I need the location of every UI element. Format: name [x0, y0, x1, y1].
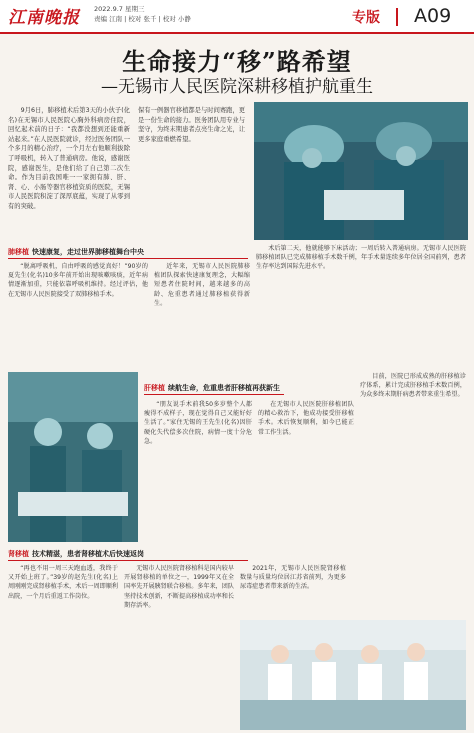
paragraph: 近年来，无锡市人民医院肺移植团队探索快速康复理念，大幅缩短患者住院时间，越来越多的高龄、危重患者通过肺移植获得新生。 [154, 263, 250, 307]
paragraph: “脱离呼吸机，自由呼吸的感觉真好！”90岁的夏先生(化名)10多年前开始出现咳嗽咳痰，近年病情逐渐加重，只能依靠呼吸机维持。经过评估，他在无锡市人民医院接受了双肺移植手术。 [8, 263, 148, 298]
date-line: 2022.9.7 星期三 [94, 5, 145, 13]
section-tag: 肾移植 [8, 550, 29, 558]
section-title: 续航生命，危重患者肝移植再获新生 [168, 384, 280, 392]
liver-column-1 [144, 400, 252, 542]
kidney-column-1 [8, 564, 118, 730]
lung-column-2 [154, 262, 250, 368]
section-tag: 肺移植 [8, 248, 29, 256]
section-title: 技术精湛，患者肾移植术后快速返岗 [32, 550, 144, 558]
page-number: A09 [414, 5, 452, 27]
masthead-divider [396, 8, 398, 26]
paragraph: “朋友说手术前我50多岁整个人都瘦得不成样子，现在觉得自己又能好好生活了。”家住无锡的王先生(化名)因肝硬化失代偿多次住院，病情一度十分危急。 [144, 401, 252, 445]
masthead [0, 0, 474, 34]
lead-paragraph: 9月6日，肺移植术后第3天的小伙子(化名)在无锡市人民医院心胸外科病房住院，回忆起术前的日子：“我都没想到还能重新站起来。”在人民医院就诊，经过医务团队一个多月的精心治疗，一个月左右他顺利拔除了呼吸机，转入了普通病房。他说，感谢医院，感谢医生，是他们给了自己第二次生命。作为目前我国唯一一家拥有肺、肝、肾、心、小肠等器官移植资质的医院，无锡市人民医院积淀了深厚底蕴，实现了从零到有的突破。 [8, 107, 130, 210]
masthead-meta [94, 4, 191, 24]
kidney-column-3 [240, 564, 346, 614]
subheadline: —无锡市人民医院深耕移植护航重生 [101, 77, 373, 97]
kidney-column-2 [124, 564, 234, 730]
liver-column-3 [360, 372, 466, 542]
headline: 生命接力“移”路希望 [122, 47, 352, 76]
section-title: 快速康复，走过世界肺移植舞台中央 [32, 248, 144, 256]
section-kicker-liver [144, 382, 284, 395]
edition-label: 专版 [352, 10, 380, 26]
paragraph: 2021年，无锡市人民医院肾移植数量与质量均位居江苏省前列，为更多尿毒症患者带来新的生活。 [240, 565, 346, 591]
section-tag: 肝移植 [144, 384, 165, 392]
staff-line: 责编 江南 | 校对 张千 | 校对 小静 [94, 15, 191, 23]
liver-column-2 [258, 400, 354, 542]
paragraph: 无锡市人民医院肾移植科是国内较早开展肾移植的单位之一，1999年又在全国率先开展胰肾联合移植。多年来，团队坚持技术创新，不断提高移植成功率和长期存活率。 [124, 565, 234, 609]
section-kicker-kidney [8, 548, 248, 561]
section-kicker-lung [8, 246, 248, 259]
paragraph: 目前，医院已形成成熟的肝移植诊疗体系，累计完成肝移植手术数百例，为众多终末期肝病患者带来重生希望。 [360, 373, 466, 399]
ward-round-photo [240, 620, 466, 730]
operating-room-photo [8, 372, 138, 542]
paper-logo: 江南晚报 [8, 8, 80, 28]
paragraph: “再也不用一周三天跑血透，我终于又开始上班了。”39岁的赵先生(化名)上周刚刚完成肾移植手术，术后一周即顺利出院，一个月后重返工作岗位。 [8, 565, 118, 600]
lung-column-3 [256, 244, 466, 368]
surgery-photo [254, 102, 468, 240]
lung-column-1 [8, 262, 148, 368]
paragraph: 术后第二天，他就能够下床活动；一周后转入普通病房。无锡市人民医院肺移植团队已完成肺移植手术数千例，年手术量连续多年位居全国前列，患者生存率达到国际先进水平。 [256, 245, 466, 271]
paragraph: 在无锡市人民医院肝移植团队的精心救治下，他成功接受肝移植手术。术后恢复顺利，如今已能正常工作生活。 [258, 401, 354, 436]
lead-paragraph-right: 保有一例器官移植都是与时间赛跑，更是一份生命的接力。医务团队用专业与坚守，为终末期患者点亮生命之光，让更多家庭重燃希望。 [138, 107, 246, 143]
